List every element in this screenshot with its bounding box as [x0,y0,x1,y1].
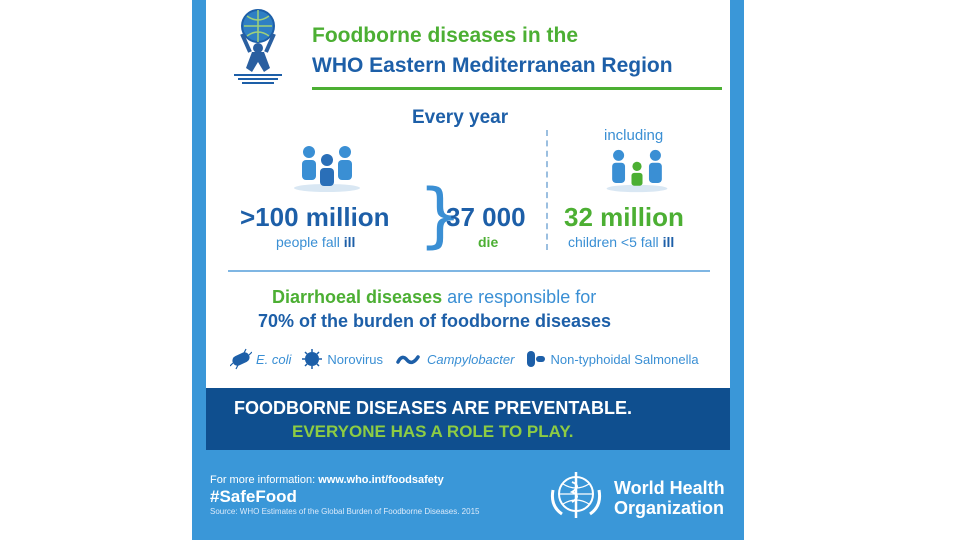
every-year-heading: Every year [412,107,509,128]
pathogen-name: E. coli [256,351,292,367]
banner-line-1: FOODBORNE DISEASES ARE PREVENTABLE. [234,398,633,418]
infographic-poster [192,0,744,540]
children-count-value: 32 million [564,202,684,232]
diarrhoeal-emph: Diarrhoeal diseases [272,287,443,307]
pathogen-name: Non-typhoidal Salmonella [550,351,699,367]
diarrhoeal-statement-line-2: 70% of the burden of foodborne diseases [258,311,612,331]
more-info-link[interactable]: www.who.int/foodsafety [318,474,444,486]
diarrhoeal-statement-line-1 [272,287,596,308]
deaths-value: 37 000 [446,202,526,232]
title-divider [312,87,722,90]
children-count-label [568,234,674,250]
children-count-label-emph: ill [662,234,675,250]
norovirus-icon [301,348,323,370]
including-label: including [604,127,664,144]
pathogen-name: Norovirus [327,351,384,367]
salmonella-icon [524,348,546,370]
people-group-icon [292,142,362,192]
who-emblem-icon [548,470,604,520]
family-with-child-icon [602,148,672,194]
ill-count-label-emph: ill [343,234,356,250]
title-line-2: WHO Eastern Mediterranean Region [312,54,673,77]
pathogen-item [393,348,514,370]
pathogen-item [524,348,698,370]
more-info-label: For more information: [210,474,316,486]
pathogen-list [230,346,730,372]
more-info-line [210,474,444,486]
who-name-line-1: World Health [614,478,725,498]
who-name-line-2: Organization [614,498,725,518]
pathogen-name: Campylobacter [427,351,515,367]
who-organization-name [614,478,725,518]
global-burden-logo-icon [228,6,288,86]
pathogen-item [301,348,383,370]
ill-count-label [276,234,355,250]
dashed-divider [546,130,548,250]
source-note: Source: WHO Estimates of the Global Burden of Foodborne Diseases. 2015 [210,507,480,516]
banner-line-2: EVERYONE HAS A ROLE TO PLAY. [292,422,574,441]
ill-count-label-text: people fall [276,234,340,250]
diarrhoeal-rest: are responsible for [447,287,597,307]
deaths-label: die [478,234,499,250]
title-line-1: Foodborne diseases in the [312,24,579,47]
children-count-label-text: children <5 fall [568,234,659,250]
ill-count-value: >100 million [240,202,390,232]
safe-food-hashtag: #SafeFood [210,487,297,506]
pathogen-item [230,348,291,370]
e-coli-icon [230,348,252,370]
brace-icon: } [418,174,463,256]
section-divider [228,270,710,272]
preventable-banner [206,388,730,450]
campylobacter-icon [393,348,423,370]
infographic-card [206,0,730,388]
